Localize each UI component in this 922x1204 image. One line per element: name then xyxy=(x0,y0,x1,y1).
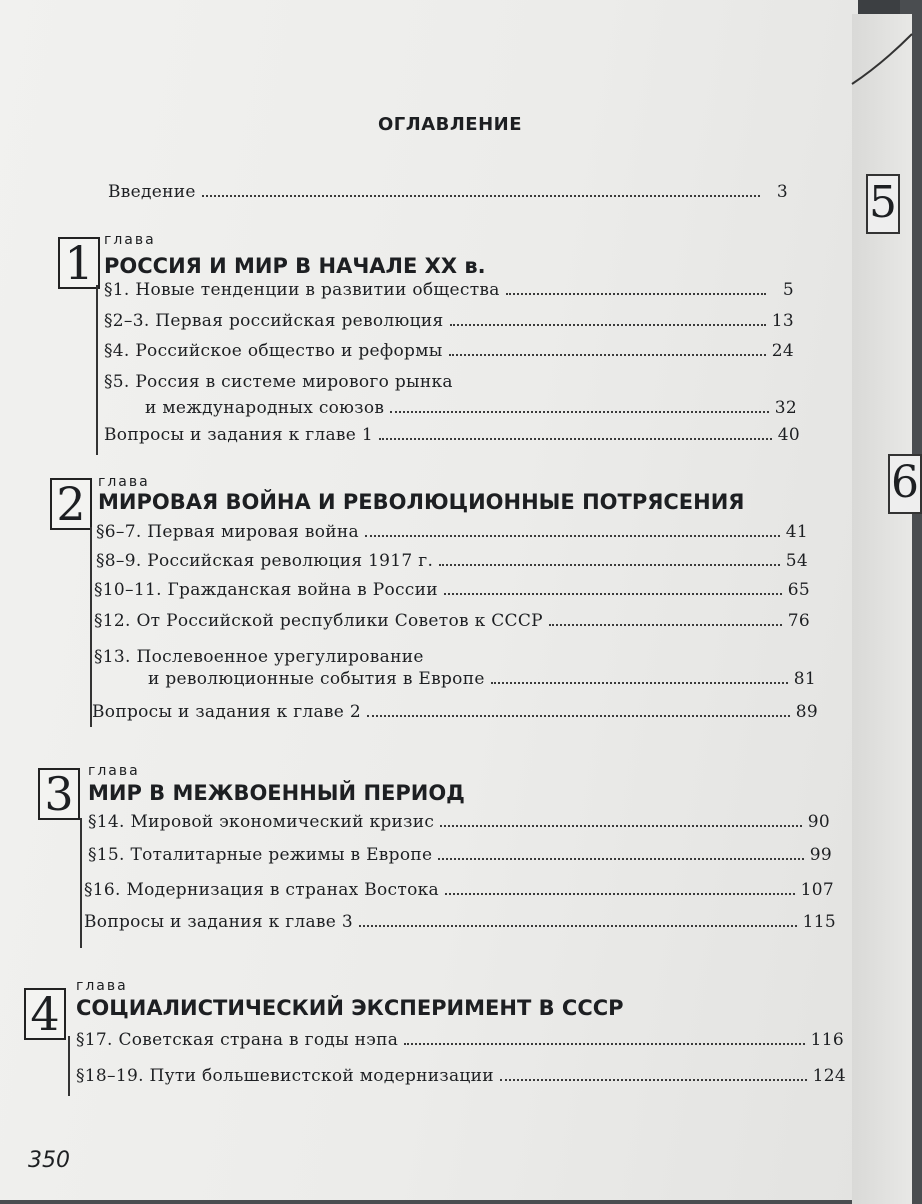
toc-entry xyxy=(96,522,808,542)
chapter-word: глава xyxy=(104,232,156,248)
toc-entry-label: §15. Тоталитарные режимы в Европе xyxy=(88,845,433,865)
toc-entry-label: Введение xyxy=(108,182,196,202)
toc-entry-page: 3 xyxy=(776,182,788,202)
dot-leader xyxy=(445,892,795,895)
page-title: ОГЛАВЛЕНИЕ xyxy=(377,114,523,135)
toc-entry-continuation: и революционные события в Европе xyxy=(148,669,485,689)
dot-leader xyxy=(439,563,780,566)
toc-entry-label: §8–9. Российская революция 1917 г. xyxy=(96,551,434,571)
toc-entry-page: 65 xyxy=(787,580,810,600)
dot-leader xyxy=(444,592,782,595)
toc-entry xyxy=(84,880,834,900)
dot-leader xyxy=(390,410,769,413)
toc-entry-intro xyxy=(108,182,788,202)
chapter-rule xyxy=(68,1036,70,1096)
toc-entry-label: §5. Россия в системе мирового рынка xyxy=(104,372,453,392)
chapter-title: СОЦИАЛИСТИЧЕСКИЙ ЭКСПЕРИМЕНТ В СССР xyxy=(76,996,624,1020)
dot-leader xyxy=(449,353,766,356)
toc-entry-label: §13. Послевоенное урегулирование xyxy=(94,647,424,667)
toc-entry-page: 99 xyxy=(809,845,832,865)
toc-entry-page: 90 xyxy=(807,812,830,832)
toc-entry-questions xyxy=(104,425,800,445)
toc-entry xyxy=(104,311,794,331)
chapter-word: глава xyxy=(98,474,150,490)
chapter-title: РОССИЯ И МИР В НАЧАЛЕ XX в. xyxy=(104,254,486,278)
toc-entry-continuation: и международных союзов xyxy=(145,398,385,418)
toc-entry-page: 41 xyxy=(785,522,808,542)
chapter-word: глава xyxy=(88,763,140,779)
dot-leader xyxy=(202,194,760,197)
dot-leader xyxy=(440,824,802,827)
toc-entry-page: 5 xyxy=(782,280,794,300)
dot-leader xyxy=(438,857,803,860)
chapter-number-box: 1 xyxy=(58,237,100,289)
toc-entry-page: 40 xyxy=(777,425,800,445)
chapter-title: МИР В МЕЖВОЕННЫЙ ПЕРИОД xyxy=(88,781,465,805)
chapter-rule xyxy=(96,285,98,455)
toc-entry-label: §12. От Российской республики Советов к СССР xyxy=(94,611,543,631)
toc-entry xyxy=(88,845,832,865)
toc-entry xyxy=(88,812,830,832)
toc-entry-page: 107 xyxy=(800,880,834,900)
dot-leader xyxy=(450,323,766,326)
toc-entry-questions xyxy=(84,912,836,932)
dot-leader xyxy=(549,623,782,626)
toc-entry-label: Вопросы и задания к главе 2 xyxy=(92,702,361,722)
toc-entry xyxy=(104,341,794,361)
toc-entry xyxy=(76,1066,846,1086)
toc-entry-page: 76 xyxy=(787,611,810,631)
dot-leader xyxy=(379,437,772,440)
next-page-chapter-box: 5 xyxy=(866,174,900,234)
page-curve-line xyxy=(852,34,912,94)
toc-entry-label: §18–19. Пути большевистской модернизации xyxy=(76,1066,494,1086)
toc-entry-label: Вопросы и задания к главе 1 xyxy=(104,425,373,445)
toc-entry-label: §17. Советская страна в годы нэпа xyxy=(76,1030,399,1050)
toc-entry-page: 124 xyxy=(812,1066,846,1086)
toc-entry-label: §16. Модернизация в странах Востока xyxy=(84,880,439,900)
toc-entry-label: Вопросы и задания к главе 3 xyxy=(84,912,353,932)
toc-entry xyxy=(148,669,816,689)
chapter-number-box: 4 xyxy=(24,988,66,1040)
toc-entry-page: 54 xyxy=(785,551,808,571)
toc-entry-label: §1. Новые тенденции в развитии общества xyxy=(104,280,500,300)
toc-entry-label: §2–3. Первая российская революция xyxy=(104,311,444,331)
toc-entry xyxy=(96,551,808,571)
toc-entry-label: §14. Мировой экономический кризис xyxy=(88,812,435,832)
dot-leader xyxy=(506,292,766,295)
dot-leader xyxy=(491,681,788,684)
toc-entry xyxy=(104,280,794,300)
toc-entry xyxy=(94,611,810,631)
toc-entry-questions xyxy=(92,702,818,722)
chapter-number-box: 3 xyxy=(38,768,80,820)
chapter-title: МИРОВАЯ ВОЙНА И РЕВОЛЮЦИОННЫЕ ПОТРЯСЕНИЯ xyxy=(98,490,745,514)
toc-entry-label: §6–7. Первая мировая война xyxy=(96,522,359,542)
dot-leader xyxy=(365,534,780,537)
dot-leader xyxy=(404,1042,804,1045)
toc-entry-page: 32 xyxy=(774,398,797,418)
toc-entry-page: 13 xyxy=(771,311,794,331)
toc-entry-page: 115 xyxy=(802,912,836,932)
dot-leader xyxy=(367,714,790,717)
chapter-rule xyxy=(80,818,82,948)
dot-leader xyxy=(500,1078,807,1081)
page-number: 350 xyxy=(28,1148,70,1173)
toc-entry-label: §4. Российское общество и реформы xyxy=(104,341,443,361)
dot-leader xyxy=(359,924,797,927)
toc-entry-label: §10–11. Гражданская война в России xyxy=(94,580,438,600)
toc-entry-page: 81 xyxy=(793,669,816,689)
toc-entry-page: 24 xyxy=(771,341,794,361)
toc-entry-page: 89 xyxy=(795,702,818,722)
chapter-number-box: 2 xyxy=(50,478,92,530)
chapter-rule xyxy=(90,527,92,727)
toc-entry xyxy=(94,580,810,600)
next-page-edge xyxy=(852,14,919,1204)
toc-entry-page: 116 xyxy=(810,1030,844,1050)
toc-entry xyxy=(76,1030,844,1050)
chapter-word: глава xyxy=(76,978,128,994)
next-page-chapter-box: 6 xyxy=(888,454,922,514)
toc-entry xyxy=(145,398,797,418)
